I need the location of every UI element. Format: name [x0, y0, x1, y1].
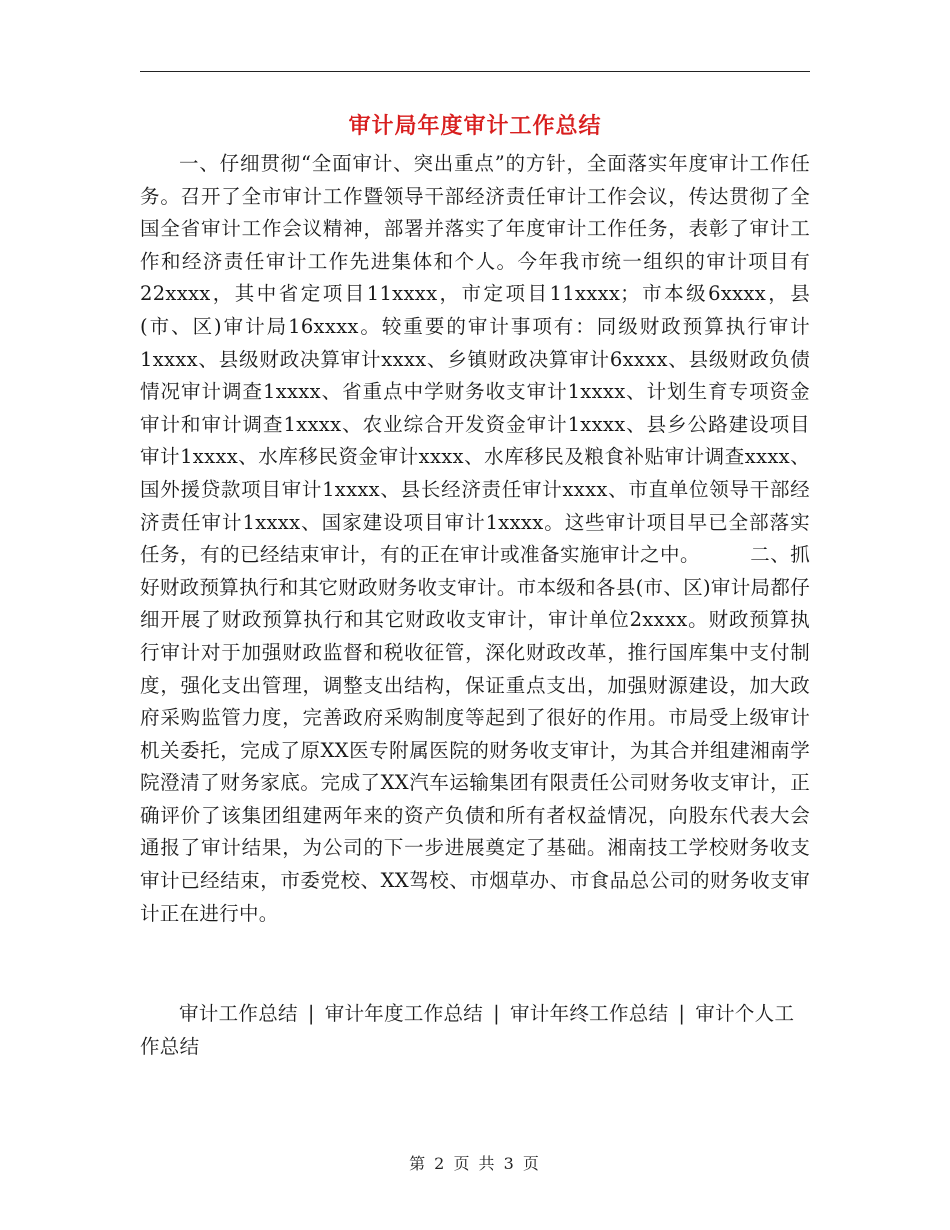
header-rule [140, 71, 810, 72]
related-link-work-summary[interactable]: 审计工作总结 [179, 1002, 298, 1025]
related-link-year-end-summary[interactable]: 审计年终工作总结 [509, 1002, 669, 1025]
related-link-personal-summary[interactable]: 审计个人工作总结 [140, 1002, 795, 1058]
related-links [140, 998, 810, 1063]
link-separator: | [307, 1002, 315, 1025]
link-separator: | [493, 1002, 500, 1025]
document-body [140, 148, 810, 930]
link-separator: | [678, 1002, 686, 1025]
page-number: 第 2 页 共 3 页 [409, 1154, 541, 1173]
document-title: 审计局年度审计工作总结 [348, 113, 602, 139]
body-paragraph: 一、仔细贯彻“全面审计、突出重点”的方针，全面落实年度审计工作任务。召开了全市审计工作暨领导干部经济责任审计工作会议，传达贯彻了全国全省审计工作会议精神，部署并落实了年度审计工作任务，表彰了审计工作和经济责任审计工作先进集体和个人。今年我市统一组织的审计项目有22xxxx，其中省定项目11xxxx，市定项目11xxxx；市本级6xxxx，县(市、区)审计局16xxxx。较重要的审计事项有：同级财政预算执行审计1xxxx、县级财政决算审计xxxx、乡镇财政决算审计6xxxx、县级财政负债情况审计调查1xxxx、省重点中学财务收支审计1xxxx、计划生育专项资金审计和审计调查1xxxx、农业综合开发资金审计1xxxx、县乡公路建设项目审计1xxxx、水库移民资金审计xxxx、水库移民及粮食补贴审计调查xxxx、国外援贷款项目审计1xxxx、县长经济责任审计xxxx、市直单位领导干部经济责任审计1xxxx、国家建设项目审计1xxxx。这些审计项目早已全部落实任务，有的已经结束审计，有的正在审计或准备实施审计之中。 二、抓好财政预算执行和其它财政财务收支审计。市本级和各县(市、区)审计局都仔细开展了财政预算执行和其它财政收支审计，审计单位2xxxx。财政预算执行审计对于加强财政监督和税收征管，深化财政改革，推行国库集中支付制度，强化支出管理，调整支出结构，保证重点支出，加强财源建设，加大政府采购监管力度，完善政府采购制度等起到了很好的作用。市局受上级审计机关委托，完成了原XX医专附属医院的财务收支审计，为其合并组建湘南学院澄清了财务家底。完成了XX汽车运输集团有限责任公司财务收支审计，正确评价了该集团组建两年来的资产负债和所有者权益情况，向股东代表大会通报了审计结果，为公司的下一步进展奠定了基础。湘南技工学校财务收支审计已经结束，市委党校、XX驾校、市烟草办、市食品总公司的财务收支审计正在进行中。 [140, 152, 810, 925]
related-link-annual-summary[interactable]: 审计年度工作总结 [324, 1002, 484, 1025]
